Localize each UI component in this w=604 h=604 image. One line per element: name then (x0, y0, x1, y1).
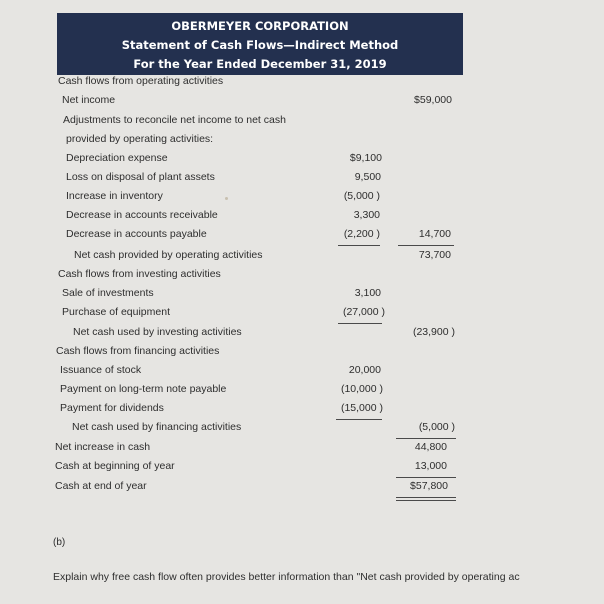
total-amount: (23,900 ) (412, 326, 455, 338)
row-label: Net cash provided by operating activities (74, 249, 263, 261)
row-label: Cash flows from operating activities (58, 75, 224, 87)
row-label: Cash flows from financing activities (56, 345, 220, 357)
statement-row (0, 460, 604, 477)
row-label: Net income (62, 94, 116, 106)
statement-row (0, 306, 604, 323)
statement-period: For the Year Ended December 31, 2019 (133, 57, 387, 71)
row-label: Sale of investments (62, 287, 154, 299)
detail-amount: 9,500 (354, 171, 381, 183)
subtotal-rule (336, 419, 382, 420)
row-label: Depreciation expense (66, 152, 168, 164)
subtotal-rule (396, 438, 456, 439)
double-underline (396, 497, 456, 501)
total-amount: 73,700 (418, 249, 451, 261)
detail-amount: $9,100 (349, 152, 382, 164)
subtotal-rule (398, 245, 454, 246)
statement-row (0, 383, 604, 400)
detail-amount: 20,000 (348, 364, 381, 376)
row-label: Payment on long-term note payable (60, 383, 227, 395)
row-label: Payment for dividends (60, 402, 164, 414)
statement-row (0, 249, 604, 266)
speck-mark (225, 197, 228, 200)
row-label: Net cash used by investing activities (73, 326, 242, 338)
row-label: provided by operating activities: (66, 133, 214, 145)
statement-row (0, 94, 604, 111)
detail-amount: (15,000 ) (340, 402, 383, 414)
row-label: Cash at beginning of year (55, 460, 175, 472)
total-amount: 44,800 (414, 441, 447, 453)
statement-row (0, 152, 604, 169)
row-label: Decrease in accounts receivable (66, 209, 218, 221)
subtotal-rule (396, 477, 456, 478)
total-amount: $59,000 (414, 94, 452, 106)
statement-row (0, 171, 604, 188)
detail-amount: 3,300 (353, 209, 380, 221)
row-label: Purchase of equipment (62, 306, 170, 318)
total-amount: 14,700 (418, 228, 451, 240)
statement-row (0, 364, 604, 381)
detail-amount: 3,100 (354, 287, 381, 299)
row-label: Increase in inventory (66, 190, 163, 202)
statement-row (0, 114, 604, 131)
subtotal-rule (338, 245, 380, 246)
statement-title: Statement of Cash Flows—Indirect Method (121, 38, 399, 52)
row-label: Net increase in cash (55, 441, 151, 453)
statement-row (0, 402, 604, 419)
statement-row (0, 133, 604, 150)
statement-row (0, 480, 604, 497)
statement-row (0, 441, 604, 458)
statement-row (0, 268, 604, 285)
total-amount: 13,000 (414, 460, 447, 472)
row-label: Cash flows from investing activities (58, 268, 221, 280)
part-b-question: Explain why free cash flow often provides better information than "Net cash provided by operating ac (53, 571, 520, 583)
statement-row (0, 345, 604, 362)
row-label: Issuance of stock (60, 364, 142, 376)
row-label: Net cash used by financing activities (72, 421, 242, 433)
detail-amount: (5,000 ) (343, 190, 380, 202)
part-b-label: (b) (53, 537, 66, 548)
detail-amount: (10,000 ) (340, 383, 383, 395)
row-label: Loss on disposal of plant assets (66, 171, 215, 183)
row-label: Decrease in accounts payable (66, 228, 207, 240)
statement-row (0, 190, 604, 207)
total-amount: $57,800 (410, 480, 448, 492)
detail-amount: (27,000 ) (342, 306, 385, 318)
statement-row (0, 228, 604, 245)
detail-amount: (2,200 ) (343, 228, 380, 240)
statement-row (0, 287, 604, 304)
statement-row (0, 421, 604, 438)
row-label: Adjustments to reconcile net income to net cash (63, 114, 286, 126)
statement-row (0, 326, 604, 343)
total-amount: (5,000 ) (418, 421, 455, 433)
row-label: Cash at end of year (55, 480, 147, 492)
company-name: OBERMEYER CORPORATION (171, 19, 349, 33)
subtotal-rule (338, 323, 382, 324)
statement-row (0, 75, 604, 92)
statement-row (0, 209, 604, 226)
